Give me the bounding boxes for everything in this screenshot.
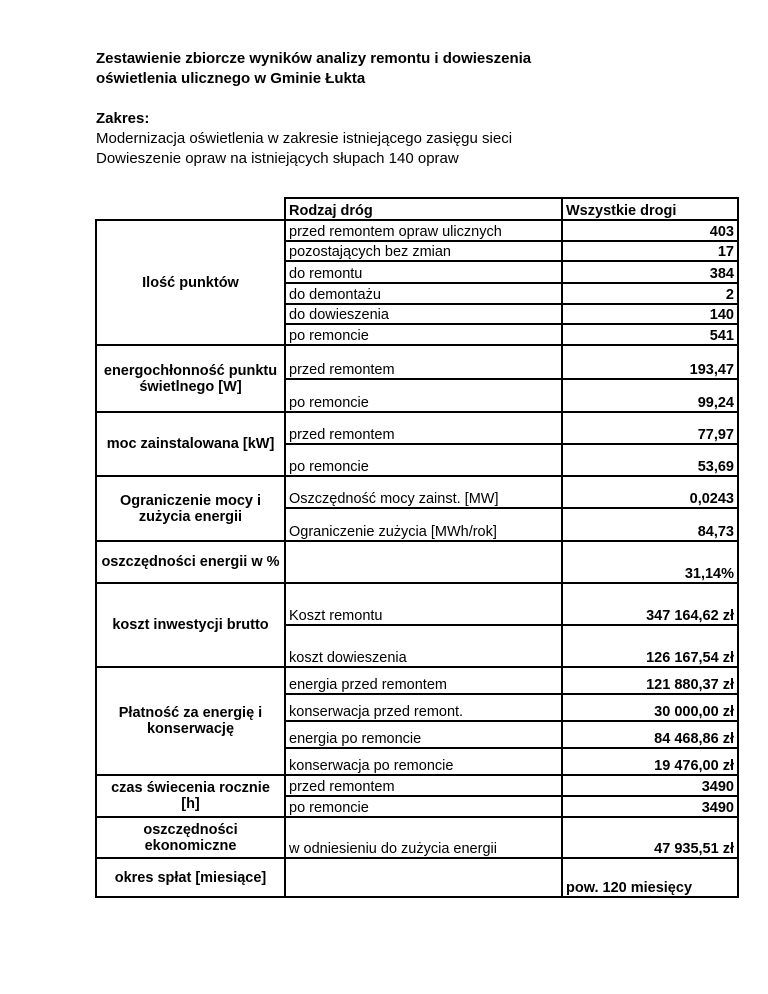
- row-label: energia przed remontem: [285, 667, 562, 694]
- row-label: po remoncie: [285, 379, 562, 412]
- scope-label: Zakres:: [96, 110, 150, 127]
- row-value: 84,73: [562, 508, 738, 541]
- row-label: do remontu: [285, 261, 562, 283]
- group-label: oszczędności energii w %: [96, 541, 285, 583]
- header-row: [96, 198, 738, 220]
- group-label: Ograniczenie mocy i zużycia energii: [96, 476, 285, 541]
- row-value: 541: [562, 324, 738, 345]
- table-row: [96, 858, 738, 897]
- row-value: 17: [562, 241, 738, 261]
- row-value: 0,0243: [562, 476, 738, 508]
- table-row: [96, 775, 738, 796]
- title-line: Zestawienie zbiorcze wyników analizy remontu i dowieszenia: [96, 50, 532, 67]
- row-label: [285, 858, 562, 897]
- group-label: okres spłat [miesiące]: [96, 858, 285, 897]
- header-all-roads: Wszystkie drogi: [562, 198, 738, 220]
- header-road-type: Rodzaj dróg: [285, 198, 562, 220]
- group-label: Płatność za energię i konserwację: [96, 667, 285, 775]
- row-value: 121 880,37 zł: [562, 667, 738, 694]
- group-label: koszt inwestycji brutto: [96, 583, 285, 667]
- row-value: 140: [562, 304, 738, 324]
- row-value: 3490: [562, 796, 738, 817]
- row-value: 193,47: [562, 345, 738, 379]
- row-value: 19 476,00 zł: [562, 748, 738, 775]
- row-value: 403: [562, 220, 738, 241]
- row-label: przed remontem: [285, 345, 562, 379]
- group-label: energochłonność punktu świetlnego [W]: [96, 345, 285, 412]
- row-value: 77,97: [562, 412, 738, 444]
- scope-section: [96, 109, 512, 169]
- row-value: 2: [562, 283, 738, 304]
- table-row: [96, 541, 738, 583]
- row-label: konserwacja przed remont.: [285, 694, 562, 721]
- scope-line: Modernizacja oświetlenia w zakresie istniejącego zasięgu sieci: [96, 130, 513, 147]
- row-value: 31,14%: [562, 541, 738, 583]
- row-value: 126 167,54 zł: [562, 625, 738, 667]
- scope-line: Dowieszenie opraw na istniejących słupach 140 opraw: [96, 150, 459, 167]
- table-row: [96, 412, 738, 444]
- table-row: [96, 476, 738, 508]
- row-label: energia po remoncie: [285, 721, 562, 748]
- row-value: 347 164,62 zł: [562, 583, 738, 625]
- row-value: 53,69: [562, 444, 738, 476]
- row-label: Ograniczenie zużycia [MWh/rok]: [285, 508, 562, 541]
- row-label: [285, 541, 562, 583]
- table-row: [96, 583, 738, 625]
- row-label: w odniesieniu do zużycia energii: [285, 817, 562, 858]
- empty-header-cell: [96, 198, 285, 220]
- group-label: oszczędności ekonomiczne: [96, 817, 285, 858]
- row-value: 384: [562, 261, 738, 283]
- table-row: [96, 220, 738, 241]
- row-value: 3490: [562, 775, 738, 796]
- row-value: 30 000,00 zł: [562, 694, 738, 721]
- row-label: przed remontem: [285, 412, 562, 444]
- group-label: czas świecenia rocznie [h]: [96, 775, 285, 817]
- row-label: przed remontem opraw ulicznych: [285, 220, 562, 241]
- row-label: do demontażu: [285, 283, 562, 304]
- row-value: 84 468,86 zł: [562, 721, 738, 748]
- row-label: po remoncie: [285, 444, 562, 476]
- table-row: [96, 817, 738, 858]
- row-label: po remoncie: [285, 324, 562, 345]
- row-value: 99,24: [562, 379, 738, 412]
- table-row: [96, 345, 738, 379]
- row-label: do dowieszenia: [285, 304, 562, 324]
- row-value: pow. 120 miesięcy: [562, 858, 738, 897]
- row-label: Koszt remontu: [285, 583, 562, 625]
- row-label: pozostających bez zmian: [285, 241, 562, 261]
- table-row: [96, 667, 738, 694]
- group-label: moc zainstalowana [kW]: [96, 412, 285, 476]
- row-value: 47 935,51 zł: [562, 817, 738, 858]
- title-line: oświetlenia ulicznego w Gminie Łukta: [96, 70, 366, 87]
- document-title: [96, 49, 531, 89]
- row-label: po remoncie: [285, 796, 562, 817]
- row-label: przed remontem: [285, 775, 562, 796]
- group-label: Ilość punktów: [96, 220, 285, 345]
- row-label: konserwacja po remoncie: [285, 748, 562, 775]
- row-label: koszt dowieszenia: [285, 625, 562, 667]
- summary-table: [95, 197, 739, 898]
- row-label: Oszczędność mocy zainst. [MW]: [285, 476, 562, 508]
